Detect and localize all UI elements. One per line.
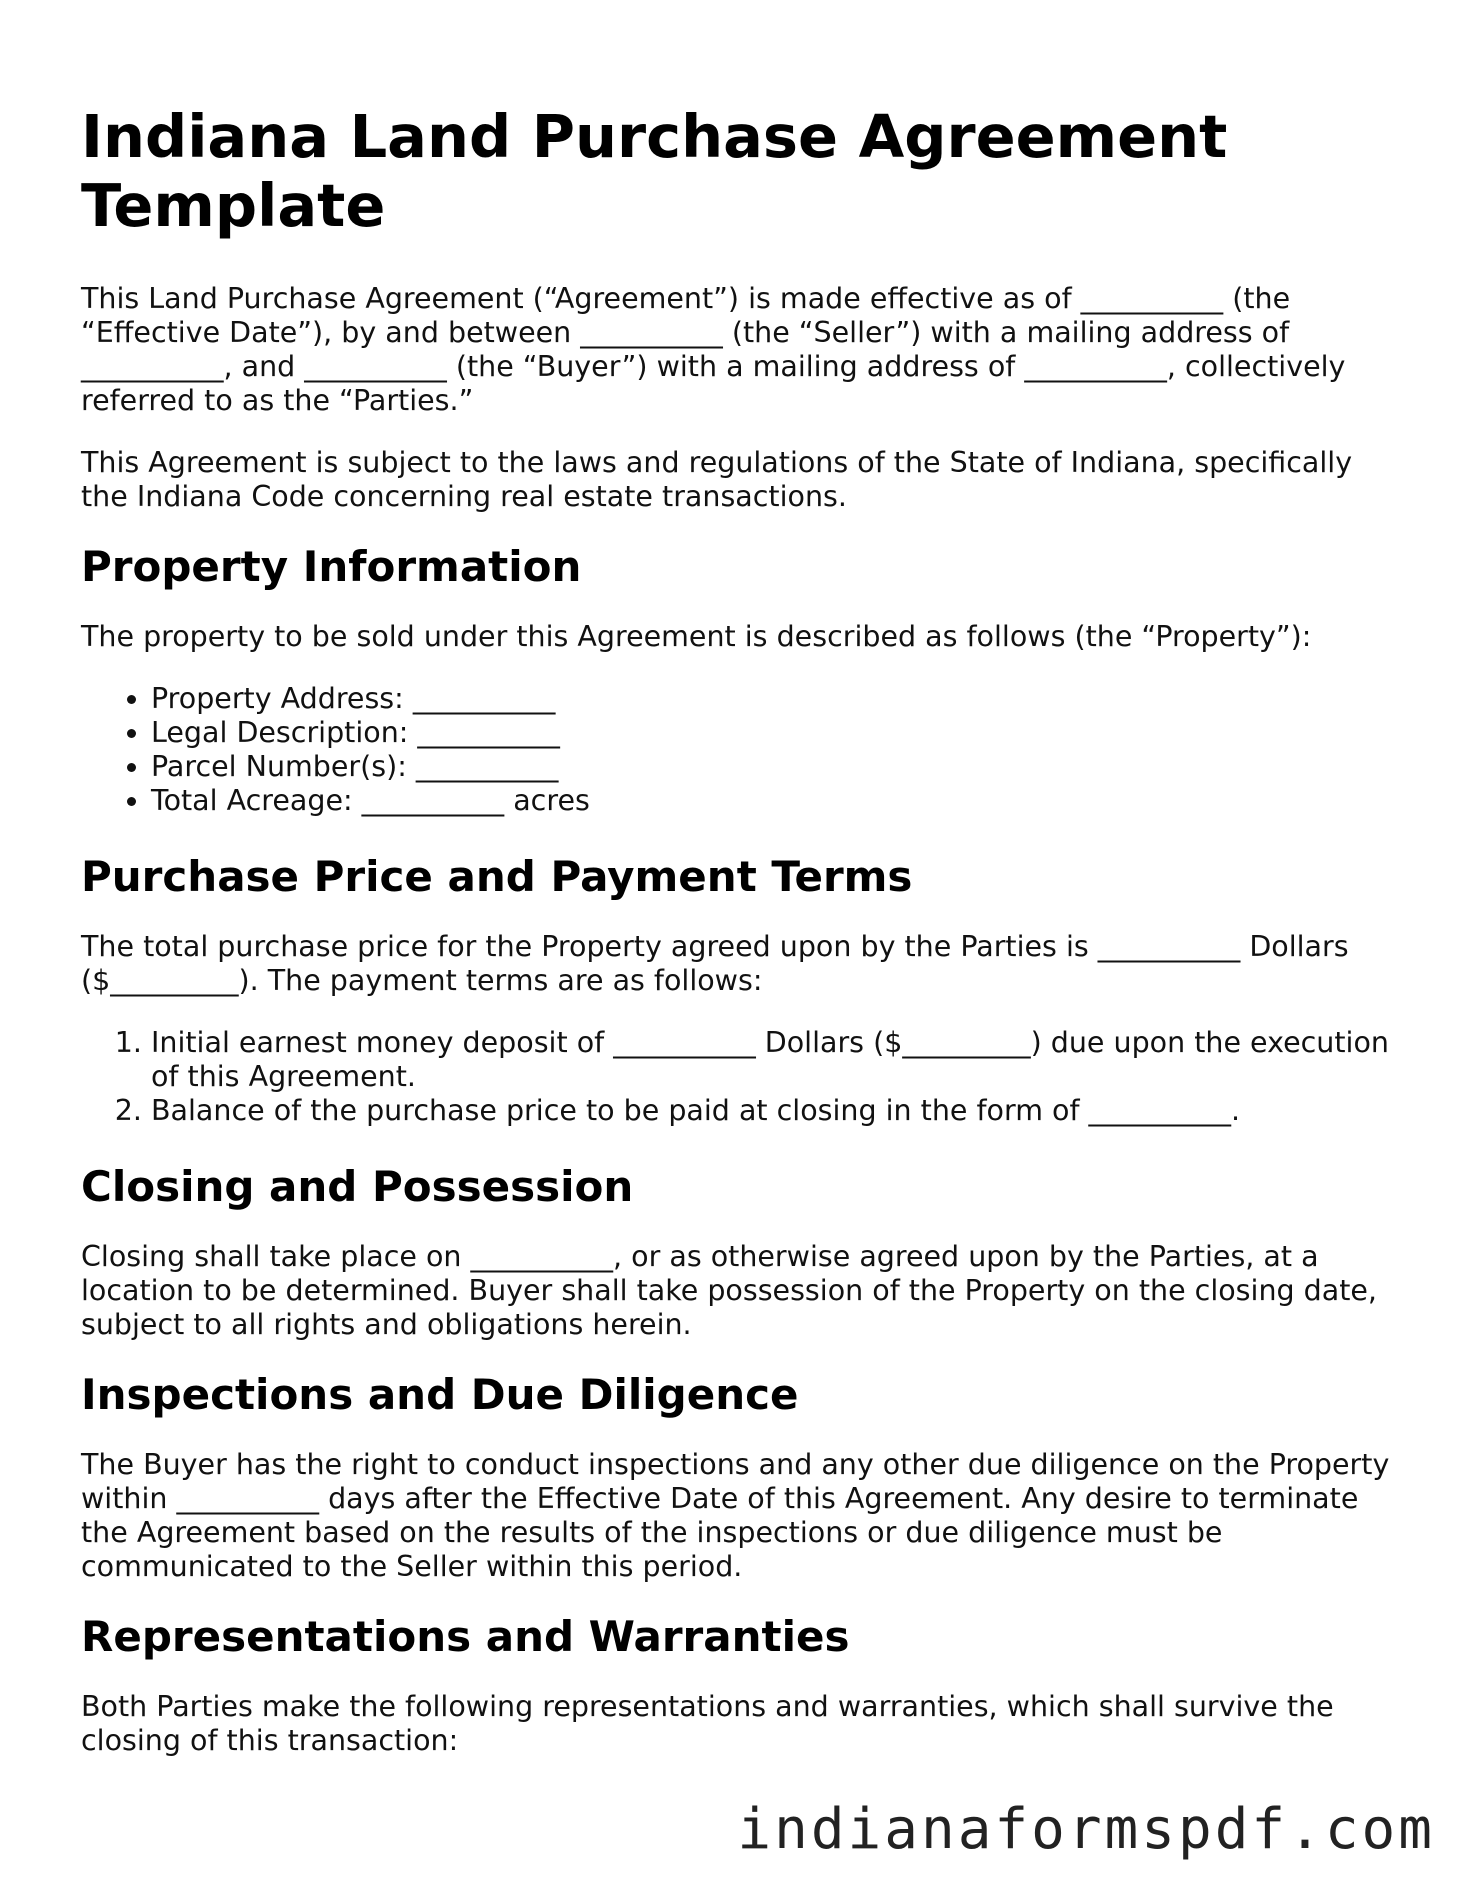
list-item: • Property Address: __________	[151, 682, 1401, 716]
property-details-list	[81, 682, 1401, 818]
list-item: • Parcel Number(s): __________	[151, 750, 1401, 784]
inspections-text: The Buyer has the right to conduct inspections and any other due diligence on the Property within __________ days after the Effective Date of this Agreement. Any desire to terminate the Agreement based on the results of the inspections or due diligence must be communicated to the Seller within this period.	[81, 1448, 1390, 1583]
section-closing	[81, 1162, 1401, 1342]
section-heading-property: Property Information	[81, 542, 582, 591]
document-page	[81, 102, 1401, 1786]
section-property	[81, 542, 1401, 818]
section-inspections	[81, 1370, 1401, 1584]
document-title: Indiana Land Purchase Agreement Template	[81, 102, 1228, 240]
section-heading-representations: Representations and Warranties	[81, 1612, 850, 1661]
representations-text: Both Parties make the following representations and warranties, which shall survive the closing of this transaction:	[81, 1690, 1334, 1757]
watermark: indianaformspdf.com	[737, 1797, 1435, 1862]
section-purchase	[81, 852, 1401, 1128]
property-intro-text: The property to be sold under this Agreement is described as follows (the “Property”):	[81, 620, 1312, 653]
purchase-intro-text: The total purchase price for the Property agreed upon by the Parties is __________ Dollars ($_________). The payment terms are as follows:	[81, 930, 1349, 997]
section-heading-inspections: Inspections and Due Diligence	[81, 1370, 799, 1419]
intro-paragraph-parties: This Land Purchase Agreement (“Agreement”) is made effective as of __________ (the “Effective Date”), by and between __________ (the “Seller”) with a mailing address of __________, and __________ (the “Buyer”) with a mailing address of __________, collectively referred to as the “Parties.”	[81, 282, 1346, 417]
section-heading-purchase: Purchase Price and Payment Terms	[81, 852, 913, 901]
list-item: • Total Acreage: __________ acres	[151, 784, 1401, 818]
payment-terms-list	[81, 1026, 1401, 1128]
intro-paragraph-law: This Agreement is subject to the laws and regulations of the State of Indiana, specifically the Indiana Code concerning real estate transactions.	[81, 446, 1353, 513]
list-item: 2. Balance of the purchase price to be paid at closing in the form of __________.	[151, 1094, 1401, 1128]
list-item: 1. Initial earnest money deposit of __________ Dollars ($_________) due upon the execution of this Agreement.	[151, 1026, 1401, 1094]
closing-text: Closing shall take place on __________, or as otherwise agreed upon by the Parties, at a location to be determined. Buyer shall take possession of the Property on the closing date, subject to all rights and obligations herein.	[81, 1240, 1377, 1341]
list-item: • Legal Description: __________	[151, 716, 1401, 750]
section-heading-closing: Closing and Possession	[81, 1162, 634, 1211]
section-representations	[81, 1612, 1401, 1758]
